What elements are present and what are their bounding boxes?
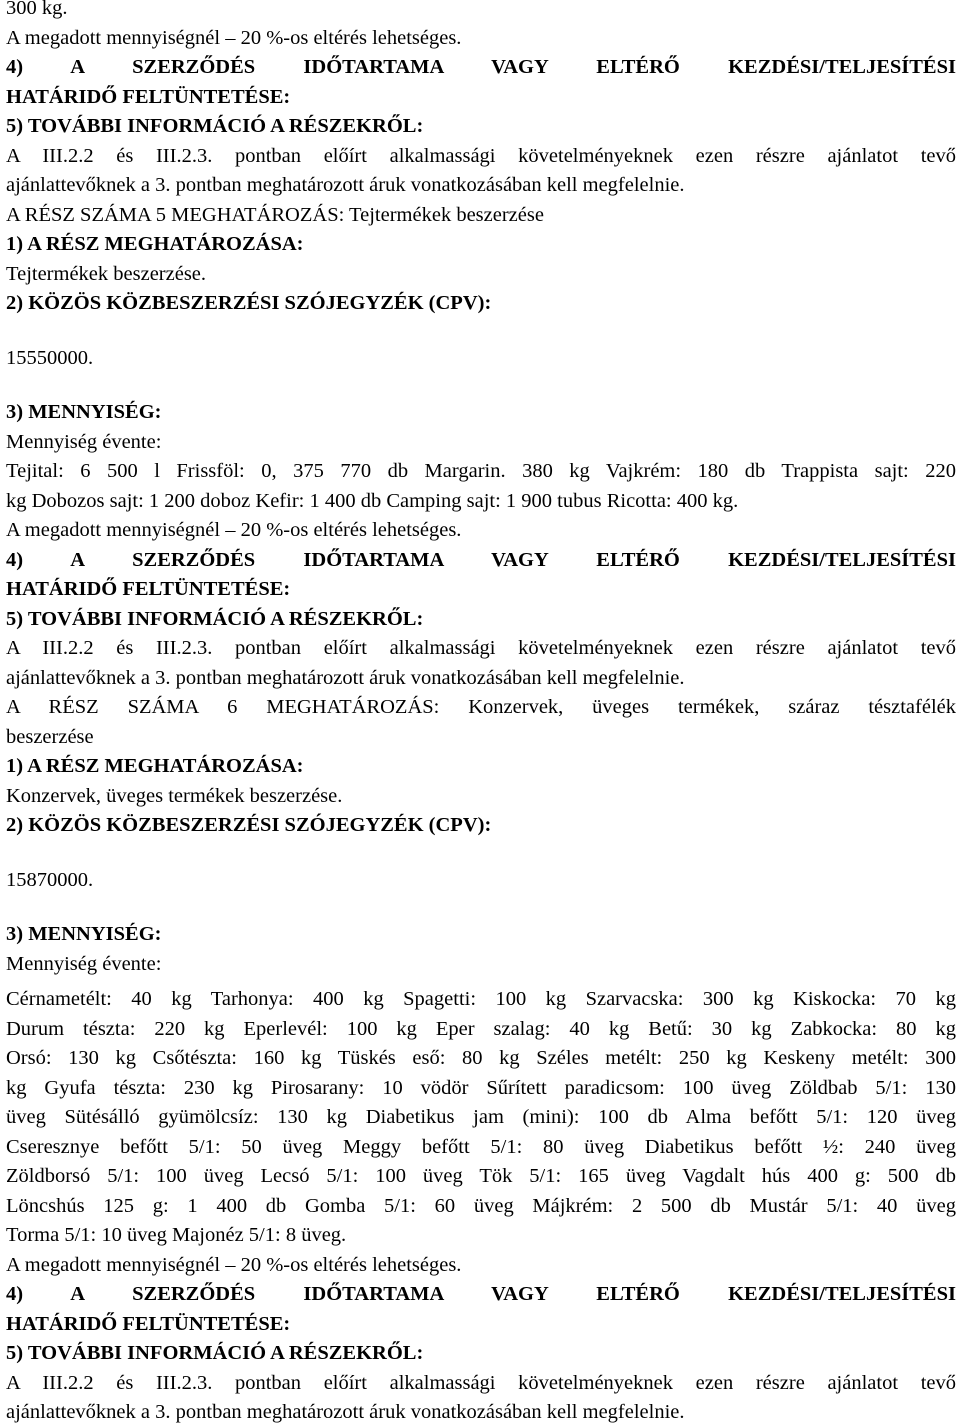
tolerance-note: A megadott mennyiségnél – 20 %-os eltérés lehetséges. [6, 1253, 462, 1276]
section-heading-2: 2) KÖZÖS KÖZBESZERZÉSI SZÓJEGYZÉK (CPV): [6, 292, 492, 314]
quantity-line: Löncshús 125 g: 1 400 db Gomba 5/1: 60 üveg Májkrém: 2 500 db Mustár 5/1: 40 üveg [6, 1194, 956, 1217]
section-heading-5: 5) TOVÁBBI INFORMÁCIÓ A RÉSZEKRŐL: [6, 115, 424, 137]
section-heading-4: 4) A SZERZŐDÉS IDŐTARTAMA VAGY ELTÉRŐ KEZDÉSI/TELJESÍTÉSI [6, 1283, 956, 1305]
quantity-line: Orsó: 130 kg Csőtészta: 160 kg Tüskés eső: 80 kg Széles metélt: 250 kg Keskeny metélt: 300 [6, 1047, 956, 1069]
top-section [6, 0, 956, 201]
tolerance-note: A megadott mennyiségnél – 20 %-os eltérés lehetséges. [6, 26, 462, 49]
part-5 [6, 201, 956, 694]
info-line: A III.2.2 és III.2.3. pontban előírt alkalmassági követelményeknek ezen részre ajánlatot tevő [6, 144, 956, 167]
info-line: ajánlattevőknek a 3. pontban meghatározott áruk vonatkozásában kell megfelelnie. [6, 1401, 685, 1423]
quantity-line: Tejital: 6 500 l Frissföl: 0, 375 770 db Margarin. 380 kg Vajkrém: 180 db Trappista sajt: 220 [6, 460, 956, 482]
quantity-line: Zöldborsó 5/1: 100 üveg Lecsó 5/1: 100 üveg Tök 5/1: 165 üveg Vagdalt hús 400 g: 500 db [6, 1165, 956, 1187]
quantity-line: üveg Sütésálló gyümölcsíz: 130 kg Diabetikus jam (mini): 100 db Alma befőtt 5/1: 120 üveg [6, 1106, 956, 1128]
section-heading-1: 1) A RÉSZ MEGHATÁROZÁSA: [6, 755, 304, 777]
section-heading-2: 2) KÖZÖS KÖZBESZERZÉSI SZÓJEGYZÉK (CPV): [6, 814, 492, 836]
cpv-code: 15550000. [6, 346, 94, 369]
document [6, 0, 956, 1428]
info-line: ajánlattevőknek a 3. pontban meghatározott áruk vonatkozásában kell megfelelnie. [6, 174, 685, 196]
section-heading-5: 5) TOVÁBBI INFORMÁCIÓ A RÉSZEKRŐL: [6, 607, 424, 630]
info-line: A III.2.2 és III.2.3. pontban előírt alkalmassági követelményeknek ezen részre ajánlatot tevő [6, 1371, 956, 1394]
quantity-line: kg Gyufa tészta: 230 kg Pirosarany: 10 vödör Sűrített paradicsom: 100 üveg Zöldbab 5/1: 130 [6, 1076, 956, 1099]
section-heading-3: 3) MENNYISÉG: [6, 401, 162, 423]
tolerance-note: A megadott mennyiségnél – 20 %-os eltérés lehetséges. [6, 519, 462, 541]
section-heading-4-cont: HATÁRIDŐ FELTÜNTETÉSE: [6, 85, 291, 108]
spacer [6, 841, 956, 866]
quantity-label: Mennyiség évente: [6, 430, 162, 453]
part-title: A RÉSZ SZÁMA 6 MEGHATÁROZÁS: Konzervek, üveges termékek, száraz tésztafélék [6, 696, 956, 718]
quantity-line: Cérnametélt: 40 kg Tarhonya: 400 kg Spagetti: 100 kg Szarvacska: 300 kg Kiskocka: 70 kg [6, 988, 956, 1010]
info-line: ajánlattevőknek a 3. pontban meghatározott áruk vonatkozásában kell megfelelnie. [6, 666, 685, 689]
section-heading-4: 4) A SZERZŐDÉS IDŐTARTAMA VAGY ELTÉRŐ KEZDÉSI/TELJESÍTÉSI [6, 548, 956, 571]
quantity-line: kg Dobozos sajt: 1 200 doboz Kefir: 1 400 db Camping sajt: 1 900 tubus Ricotta: 400 kg. [6, 489, 739, 512]
info-line: A III.2.2 és III.2.3. pontban előírt alkalmassági követelményeknek ezen részre ajánlatot tevő [6, 637, 956, 659]
text-line: 300 kg. [6, 0, 68, 19]
section-heading-3: 3) MENNYISÉG: [6, 923, 162, 945]
section-heading-4-cont: HATÁRIDŐ FELTÜNTETÉSE: [6, 578, 291, 600]
section-heading-4-cont: HATÁRIDŐ FELTÜNTETÉSE: [6, 1312, 291, 1335]
section-heading-5: 5) TOVÁBBI INFORMÁCIÓ A RÉSZEKRŐL: [6, 1342, 424, 1364]
quantity-line: Cseresznye befőtt 5/1: 50 üveg Meggy befőtt 5/1: 80 üveg Diabetikus befőtt ½: 240 üveg [6, 1135, 956, 1158]
spacer [6, 895, 956, 920]
quantity-label: Mennyiség évente: [6, 952, 162, 975]
part-description: Tejtermékek beszerzése. [6, 262, 207, 285]
part-description: Konzervek, üveges termékek beszerzése. [6, 784, 343, 807]
quantity-line: Torma 5/1: 10 üveg Majonéz 5/1: 8 üveg. [6, 1224, 347, 1246]
spacer [6, 319, 956, 344]
section-heading-4: 4) A SZERZŐDÉS IDŐTARTAMA VAGY ELTÉRŐ KEZDÉSI/TELJESÍTÉSI [6, 56, 956, 78]
spacer [6, 373, 956, 398]
part-title-cont: beszerzése [6, 725, 94, 748]
part-6 [6, 693, 956, 1428]
section-heading-1: 1) A RÉSZ MEGHATÁROZÁSA: [6, 233, 304, 255]
quantity-line: Durum tészta: 220 kg Eperlevél: 100 kg Eper szalag: 40 kg Betű: 30 kg Zabkocka: 80 kg [6, 1017, 956, 1040]
part-title: A RÉSZ SZÁMA 5 MEGHATÁROZÁS: Tejtermékek beszerzése [6, 203, 544, 226]
cpv-code: 15870000. [6, 868, 94, 891]
